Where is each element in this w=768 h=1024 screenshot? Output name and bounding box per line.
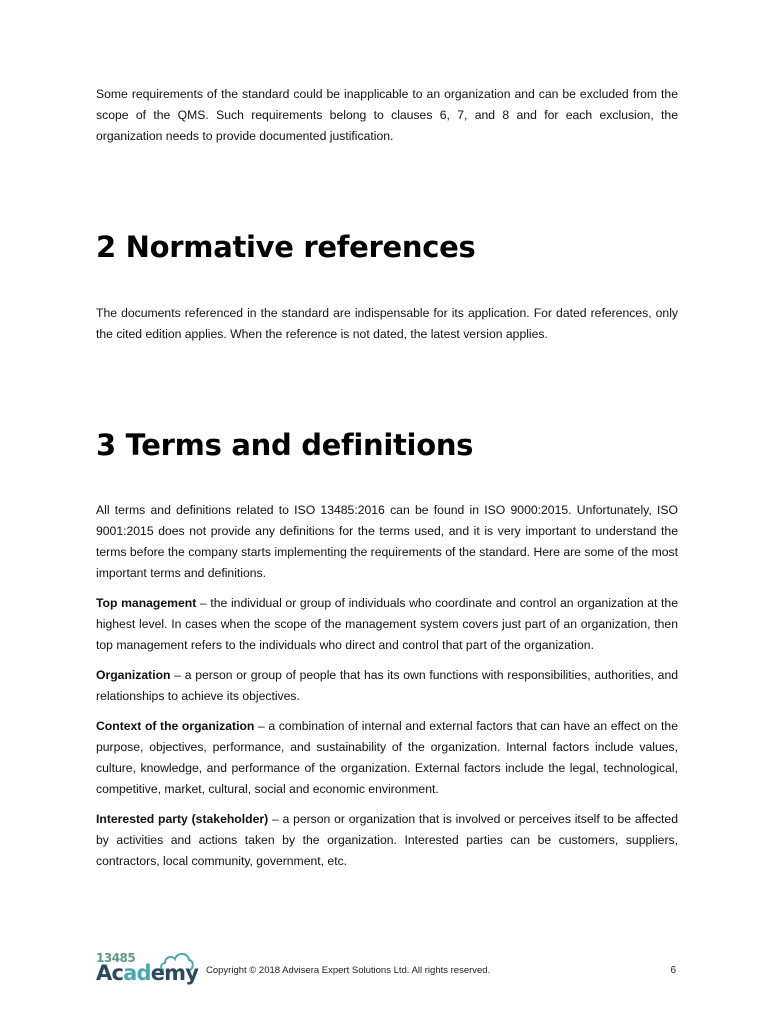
definition-text: – a combination of internal and external factors that can have an effect on the purpose, objectives, performance, and sustainability of the organization. Internal factors include values, culture, knowledge, and performance of the organization. External factors include the legal, technological, competitive, market, cultural, social and economic environment. <box>96 719 678 796</box>
definition-text: – a person or group of people that has its own functions with responsibilities, authorities, and relationships to achieve its objectives. <box>96 668 678 703</box>
heading-terms-and-definitions: 3 Terms and definitions <box>96 428 474 462</box>
intro-paragraph: Some requirements of the standard could be inapplicable to an organization and can be excluded from the scope of the QMS. Such requirements belong to clauses 6, 7, and 8 and for each exclusion, the organization needs to provide documented justification. <box>96 87 678 143</box>
terms-intro-paragraph: All terms and definitions related to ISO 13485:2016 can be found in ISO 9000:2015. Unfortunately, ISO 9001:2015 does not provide any definitions for the terms used, and it is very important to understand the terms before the company starts implementing the requirements of the standard. Here are some of the most important terms and definitions. <box>96 503 678 580</box>
definition-term: Interested party (stakeholder) <box>96 812 269 826</box>
definition-text: – the individual or group of individuals who coordinate and control an organization at the highest level. In cases when the scope of the management system covers just part of an organization, then top management refers to the individuals who direct and control that part of the organization. <box>96 596 678 652</box>
page-number: 6 <box>670 965 676 976</box>
logo-number: 13485 <box>96 951 136 965</box>
definition-context-of-organization <box>96 716 678 800</box>
definition-term: Organization <box>96 668 171 682</box>
definition-organization <box>96 665 678 707</box>
page-footer <box>96 948 678 992</box>
logo-wordmark: Academy <box>96 961 199 985</box>
document-page <box>96 84 678 872</box>
normative-references-paragraph: The documents referenced in the standard are indispensable for its application. For dated references, only the cited edition applies. When the reference is not dated, the latest version applies. <box>96 306 678 341</box>
definition-top-management <box>96 593 678 656</box>
definition-term: Top management <box>96 596 197 610</box>
heading-normative-references: 2 Normative references <box>96 230 476 264</box>
copyright-text: Copyright © 2018 Advisera Expert Solutions Ltd. All rights reserved. <box>206 965 491 976</box>
definition-interested-party <box>96 809 678 872</box>
definition-term: Context of the organization <box>96 719 255 733</box>
definition-text: – a person or organization that is involved or perceives itself to be affected by activities and actions taken by the organization. Interested parties can be customers, suppliers, contractors, local community, government, etc. <box>96 812 678 868</box>
academy-logo <box>96 948 199 988</box>
